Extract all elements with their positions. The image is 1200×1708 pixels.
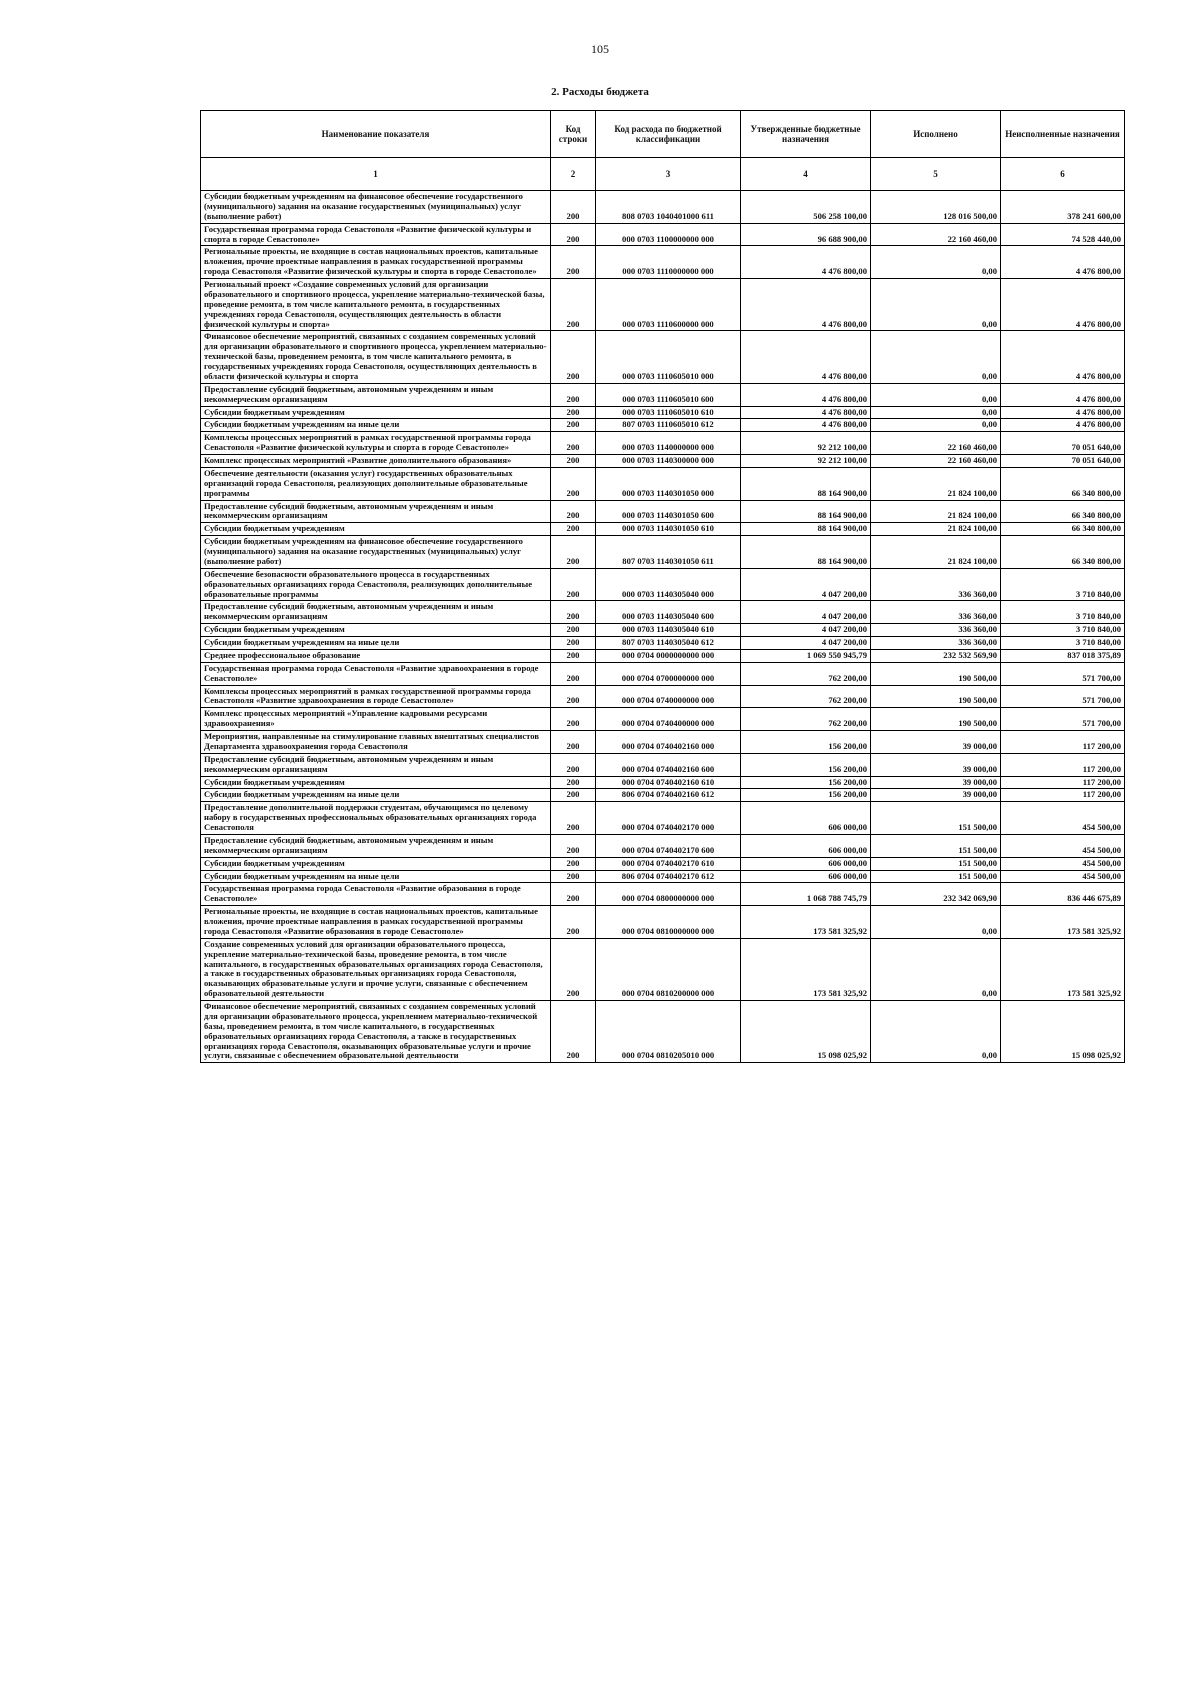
row-name: Субсидии бюджетным учреждениям (201, 406, 551, 419)
row-name: Государственная программа города Севастополя «Развитие здравоохранения в городе Севастополе» (201, 662, 551, 685)
header-approved: Утвержденные бюджетные назначения (741, 111, 871, 158)
row-approved: 156 200,00 (741, 789, 871, 802)
row-approved: 88 164 900,00 (741, 523, 871, 536)
row-unexecuted: 4 476 800,00 (1001, 406, 1125, 419)
row-line-code: 200 (551, 883, 596, 906)
row-name: Субсидии бюджетным учреждениям (201, 776, 551, 789)
row-name: Субсидии бюджетным учреждениям на иные цели (201, 870, 551, 883)
table-body (201, 191, 1125, 1063)
row-executed: 190 500,00 (871, 685, 1001, 708)
page-number: 105 (591, 42, 609, 56)
row-name: Субсидии бюджетным учреждениям на иные цели (201, 637, 551, 650)
row-unexecuted: 173 581 325,92 (1001, 938, 1125, 1000)
row-unexecuted: 66 340 800,00 (1001, 523, 1125, 536)
row-approved: 4 476 800,00 (741, 279, 871, 331)
row-approved: 15 098 025,92 (741, 1001, 871, 1063)
table-title: 2. Расходы бюджета (551, 86, 649, 98)
row-executed: 22 160 460,00 (871, 455, 1001, 468)
row-classification-code: 000 0704 0810205010 000 (596, 1001, 741, 1063)
row-name: Региональный проект «Создание современных условий для организации образовательного и спортивного процесса, укрепление материально-технической базы, проведение ремонта, в том числе капитального ремонта, в государственных учреждениях города Севастополя, осуществляющих деятельность в области физической культуры и спорта» (201, 279, 551, 331)
table-row (201, 834, 1125, 857)
row-name: Обеспечение безопасности образовательного процесса в государственных образовательных организациях города Севастополя, реализующих дополнительные образовательные программы (201, 568, 551, 601)
row-classification-code: 000 0703 1140305040 600 (596, 601, 741, 624)
header-classification-code: Код расхода по бюджетной классификации (596, 111, 741, 158)
table-row (201, 246, 1125, 279)
row-line-code: 200 (551, 568, 596, 601)
row-unexecuted: 571 700,00 (1001, 662, 1125, 685)
row-approved: 4 476 800,00 (741, 383, 871, 406)
row-line-code: 200 (551, 500, 596, 523)
row-line-code: 200 (551, 246, 596, 279)
row-executed: 21 824 100,00 (871, 523, 1001, 536)
row-classification-code: 000 0704 0810000000 000 (596, 906, 741, 939)
row-classification-code: 000 0704 0740402160 600 (596, 753, 741, 776)
row-executed: 0,00 (871, 279, 1001, 331)
row-approved: 4 047 200,00 (741, 601, 871, 624)
row-approved: 4 047 200,00 (741, 568, 871, 601)
row-executed: 39 000,00 (871, 789, 1001, 802)
row-classification-code: 000 0703 1140301050 600 (596, 500, 741, 523)
row-unexecuted: 378 241 600,00 (1001, 191, 1125, 224)
table-row (201, 223, 1125, 246)
row-line-code: 200 (551, 708, 596, 731)
table-row (201, 500, 1125, 523)
row-executed: 151 500,00 (871, 802, 1001, 835)
row-approved: 4 476 800,00 (741, 331, 871, 383)
row-classification-code: 000 0703 1100000000 000 (596, 223, 741, 246)
row-line-code: 200 (551, 601, 596, 624)
row-executed: 22 160 460,00 (871, 432, 1001, 455)
row-name: Региональные проекты, не входящие в состав национальных проектов, капитальные вложения, прочие проектные направления в рамках государственной программы города Севастополя «Развитие образования в городе Севастополе» (201, 906, 551, 939)
row-approved: 762 200,00 (741, 685, 871, 708)
row-executed: 232 532 569,90 (871, 649, 1001, 662)
row-approved: 156 200,00 (741, 731, 871, 754)
table-row (201, 191, 1125, 224)
row-line-code: 200 (551, 753, 596, 776)
row-classification-code: 000 0703 1110605010 610 (596, 406, 741, 419)
row-classification-code: 000 0704 0740000000 000 (596, 685, 741, 708)
row-approved: 606 000,00 (741, 834, 871, 857)
row-line-code: 200 (551, 1001, 596, 1063)
row-classification-code: 808 0703 1040401000 611 (596, 191, 741, 224)
table-row (201, 1001, 1125, 1063)
column-number: 1 (201, 158, 551, 191)
row-approved: 4 047 200,00 (741, 624, 871, 637)
row-line-code: 200 (551, 731, 596, 754)
row-unexecuted: 4 476 800,00 (1001, 383, 1125, 406)
row-classification-code: 000 0703 1140305040 000 (596, 568, 741, 601)
row-approved: 606 000,00 (741, 857, 871, 870)
table-row (201, 406, 1125, 419)
row-classification-code: 807 0703 1140305040 612 (596, 637, 741, 650)
row-line-code: 200 (551, 649, 596, 662)
row-executed: 0,00 (871, 1001, 1001, 1063)
row-executed: 336 360,00 (871, 568, 1001, 601)
row-unexecuted: 117 200,00 (1001, 753, 1125, 776)
table-row (201, 685, 1125, 708)
table-row (201, 455, 1125, 468)
row-classification-code: 000 0704 0740402160 610 (596, 776, 741, 789)
row-classification-code: 000 0703 1140305040 610 (596, 624, 741, 637)
row-approved: 1 068 788 745,79 (741, 883, 871, 906)
row-name: Субсидии бюджетным учреждениям на финансовое обеспечение государственного (муниципального) задания на оказание государственных (муниципальных) услуг (выполнение работ) (201, 536, 551, 569)
row-name: Субсидии бюджетным учреждениям (201, 624, 551, 637)
table-row (201, 857, 1125, 870)
row-approved: 88 164 900,00 (741, 467, 871, 500)
table-row (201, 601, 1125, 624)
row-name: Субсидии бюджетным учреждениям (201, 857, 551, 870)
row-line-code: 200 (551, 223, 596, 246)
row-approved: 88 164 900,00 (741, 500, 871, 523)
row-approved: 4 476 800,00 (741, 406, 871, 419)
row-executed: 0,00 (871, 246, 1001, 279)
row-classification-code: 000 0703 1110605010 600 (596, 383, 741, 406)
row-classification-code: 000 0703 1110605010 000 (596, 331, 741, 383)
row-classification-code: 000 0704 0740402170 600 (596, 834, 741, 857)
row-name: Предоставление субсидий бюджетным, автономным учреждениям и иным некоммерческим организациям (201, 834, 551, 857)
row-name: Субсидии бюджетным учреждениям на иные цели (201, 419, 551, 432)
row-line-code: 200 (551, 624, 596, 637)
budget-expenses-table (200, 110, 1125, 1063)
row-executed: 128 016 500,00 (871, 191, 1001, 224)
row-line-code: 200 (551, 834, 596, 857)
table-row (201, 662, 1125, 685)
row-unexecuted: 454 500,00 (1001, 870, 1125, 883)
row-name: Комплекс процессных мероприятий «Развитие дополнительного образования» (201, 455, 551, 468)
row-executed: 190 500,00 (871, 662, 1001, 685)
row-classification-code: 000 0704 0740402170 610 (596, 857, 741, 870)
row-line-code: 200 (551, 938, 596, 1000)
table-row (201, 432, 1125, 455)
row-executed: 39 000,00 (871, 731, 1001, 754)
row-unexecuted: 70 051 640,00 (1001, 432, 1125, 455)
header-indicator-name: Наименование показателя (201, 111, 551, 158)
column-number: 6 (1001, 158, 1125, 191)
row-name: Обеспечение деятельности (оказания услуг) государственных образовательных организаций города Севастополя, реализующих дополнительные образовательные программы (201, 467, 551, 500)
header-executed: Исполнено (871, 111, 1001, 158)
row-unexecuted: 66 340 800,00 (1001, 500, 1125, 523)
column-number-row (201, 158, 1125, 191)
row-classification-code: 806 0704 0740402170 612 (596, 870, 741, 883)
row-classification-code: 000 0703 1140000000 000 (596, 432, 741, 455)
table-row (201, 523, 1125, 536)
row-unexecuted: 3 710 840,00 (1001, 568, 1125, 601)
row-name: Региональные проекты, не входящие в состав национальных проектов, капитальные вложения, прочие проектные направления в рамках государственной программы города Севастополя «Развитие физической культуры и спорта в городе Севастополе» (201, 246, 551, 279)
row-name: Мероприятия, направленные на стимулирование главных внештатных специалистов Департамента здравоохранения города Севастополя (201, 731, 551, 754)
row-approved: 606 000,00 (741, 870, 871, 883)
row-line-code: 200 (551, 906, 596, 939)
row-unexecuted: 571 700,00 (1001, 685, 1125, 708)
row-executed: 336 360,00 (871, 637, 1001, 650)
row-approved: 96 688 900,00 (741, 223, 871, 246)
row-classification-code: 000 0704 0810200000 000 (596, 938, 741, 1000)
table-row (201, 906, 1125, 939)
row-approved: 762 200,00 (741, 662, 871, 685)
table-row (201, 467, 1125, 500)
row-name: Комплексы процессных мероприятий в рамках государственной программы города Севастополя «Развитие здравоохранения в городе Севастополе» (201, 685, 551, 708)
row-unexecuted: 66 340 800,00 (1001, 467, 1125, 500)
table-row (201, 624, 1125, 637)
row-line-code: 200 (551, 523, 596, 536)
row-unexecuted: 70 051 640,00 (1001, 455, 1125, 468)
row-unexecuted: 117 200,00 (1001, 731, 1125, 754)
row-approved: 4 047 200,00 (741, 637, 871, 650)
row-approved: 88 164 900,00 (741, 536, 871, 569)
row-line-code: 200 (551, 455, 596, 468)
row-line-code: 200 (551, 331, 596, 383)
row-executed: 0,00 (871, 906, 1001, 939)
row-classification-code: 000 0703 1110000000 000 (596, 246, 741, 279)
header-unexecuted: Неисполненные назначения (1001, 111, 1125, 158)
row-executed: 336 360,00 (871, 624, 1001, 637)
row-executed: 151 500,00 (871, 834, 1001, 857)
row-name: Государственная программа города Севастополя «Развитие физической культуры и спорта в городе Севастополе» (201, 223, 551, 246)
row-executed: 21 824 100,00 (871, 500, 1001, 523)
row-approved: 1 069 550 945,79 (741, 649, 871, 662)
row-unexecuted: 3 710 840,00 (1001, 601, 1125, 624)
table-row (201, 789, 1125, 802)
row-line-code: 200 (551, 536, 596, 569)
row-approved: 173 581 325,92 (741, 938, 871, 1000)
row-name: Создание современных условий для организации образовательного процесса, укрепление материально-технической базы, проведение ремонта, в том числе капитального, в государственных образовательных организациях города Севастополя, а также в государственных образовательных организациях города Севастополя, оказывающих образовательные услуги и прочие услуги, связанные с обеспечением образовательной деятельности (201, 938, 551, 1000)
row-executed: 21 824 100,00 (871, 536, 1001, 569)
row-unexecuted: 3 710 840,00 (1001, 624, 1125, 637)
row-unexecuted: 74 528 440,00 (1001, 223, 1125, 246)
table-row (201, 708, 1125, 731)
row-approved: 156 200,00 (741, 753, 871, 776)
table-row (201, 753, 1125, 776)
row-unexecuted: 117 200,00 (1001, 789, 1125, 802)
row-approved: 92 212 100,00 (741, 455, 871, 468)
table-row (201, 870, 1125, 883)
column-number: 4 (741, 158, 871, 191)
table-row (201, 383, 1125, 406)
row-approved: 4 476 800,00 (741, 419, 871, 432)
row-classification-code: 000 0703 1140301050 000 (596, 467, 741, 500)
row-line-code: 200 (551, 662, 596, 685)
row-line-code: 200 (551, 383, 596, 406)
row-name: Предоставление субсидий бюджетным, автономным учреждениям и иным некоммерческим организациям (201, 500, 551, 523)
row-unexecuted: 117 200,00 (1001, 776, 1125, 789)
row-name: Предоставление дополнительной поддержки студентам, обучающимся по целевому набору в государственных профессиональных образовательных организациях города Севастополя (201, 802, 551, 835)
row-unexecuted: 836 446 675,89 (1001, 883, 1125, 906)
row-unexecuted: 837 018 375,89 (1001, 649, 1125, 662)
table-row (201, 279, 1125, 331)
row-classification-code: 807 0703 1140301050 611 (596, 536, 741, 569)
row-classification-code: 000 0704 0700000000 000 (596, 662, 741, 685)
table-row (201, 802, 1125, 835)
row-line-code: 200 (551, 419, 596, 432)
row-classification-code: 000 0704 0800000000 000 (596, 883, 741, 906)
table-row (201, 649, 1125, 662)
row-unexecuted: 454 500,00 (1001, 802, 1125, 835)
row-approved: 606 000,00 (741, 802, 871, 835)
row-name: Комплекс процессных мероприятий «Управление кадровыми ресурсами здравоохранения» (201, 708, 551, 731)
row-unexecuted: 4 476 800,00 (1001, 419, 1125, 432)
row-classification-code: 000 0704 0740400000 000 (596, 708, 741, 731)
row-executed: 0,00 (871, 406, 1001, 419)
row-approved: 156 200,00 (741, 776, 871, 789)
row-executed: 151 500,00 (871, 857, 1001, 870)
row-classification-code: 000 0704 0000000000 000 (596, 649, 741, 662)
row-unexecuted: 4 476 800,00 (1001, 246, 1125, 279)
row-unexecuted: 173 581 325,92 (1001, 906, 1125, 939)
row-line-code: 200 (551, 870, 596, 883)
row-unexecuted: 15 098 025,92 (1001, 1001, 1125, 1063)
row-executed: 190 500,00 (871, 708, 1001, 731)
row-name: Государственная программа города Севастополя «Развитие образования в городе Севастополе» (201, 883, 551, 906)
row-classification-code: 000 0704 0740402160 000 (596, 731, 741, 754)
row-unexecuted: 571 700,00 (1001, 708, 1125, 731)
row-classification-code: 806 0704 0740402160 612 (596, 789, 741, 802)
row-name: Финансовое обеспечение мероприятий, связанных с созданием современных условий для организации образовательного процесса, укреплением материально-технической базы, проведением ремонта, в том числе капитального, в государственных образовательных организациях города Севастополя, а также в государственных организациях города Севастополя, оказывающих образовательные услуги и прочие услуги, связанные с обеспечением образовательной деятельности (201, 1001, 551, 1063)
row-unexecuted: 66 340 800,00 (1001, 536, 1125, 569)
row-approved: 4 476 800,00 (741, 246, 871, 279)
table-row (201, 331, 1125, 383)
row-name: Предоставление субсидий бюджетным, автономным учреждениям и иным некоммерческим организациям (201, 601, 551, 624)
row-executed: 336 360,00 (871, 601, 1001, 624)
table-row (201, 637, 1125, 650)
row-line-code: 200 (551, 685, 596, 708)
row-executed: 151 500,00 (871, 870, 1001, 883)
row-executed: 0,00 (871, 383, 1001, 406)
row-executed: 39 000,00 (871, 753, 1001, 776)
row-classification-code: 000 0704 0740402170 000 (596, 802, 741, 835)
row-line-code: 200 (551, 637, 596, 650)
row-line-code: 200 (551, 432, 596, 455)
row-name: Среднее профессиональное образование (201, 649, 551, 662)
row-line-code: 200 (551, 406, 596, 419)
row-approved: 173 581 325,92 (741, 906, 871, 939)
row-approved: 506 258 100,00 (741, 191, 871, 224)
row-executed: 21 824 100,00 (871, 467, 1001, 500)
table-row (201, 883, 1125, 906)
table-row (201, 419, 1125, 432)
table-row (201, 731, 1125, 754)
row-name: Предоставление субсидий бюджетным, автономным учреждениям и иным некоммерческим организациям (201, 753, 551, 776)
row-unexecuted: 3 710 840,00 (1001, 637, 1125, 650)
row-classification-code: 000 0703 1140301050 610 (596, 523, 741, 536)
table-row (201, 938, 1125, 1000)
row-approved: 762 200,00 (741, 708, 871, 731)
row-approved: 92 212 100,00 (741, 432, 871, 455)
row-unexecuted: 454 500,00 (1001, 834, 1125, 857)
row-name: Субсидии бюджетным учреждениям (201, 523, 551, 536)
row-unexecuted: 454 500,00 (1001, 857, 1125, 870)
column-number: 3 (596, 158, 741, 191)
row-line-code: 200 (551, 857, 596, 870)
row-classification-code: 000 0703 1110600000 000 (596, 279, 741, 331)
row-line-code: 200 (551, 279, 596, 331)
column-number: 2 (551, 158, 596, 191)
row-name: Финансовое обеспечение мероприятий, связанных с созданием современных условий для организации образовательного и спортивного процесса, укреплением материально-технической базы, проведением ремонта, в том числе капитального ремонта, в государственных учреждениях города Севастополя, осуществляющих деятельность в области физической культуры и спорта (201, 331, 551, 383)
row-unexecuted: 4 476 800,00 (1001, 279, 1125, 331)
table-row (201, 568, 1125, 601)
row-executed: 0,00 (871, 331, 1001, 383)
row-executed: 232 342 069,90 (871, 883, 1001, 906)
row-executed: 0,00 (871, 938, 1001, 1000)
column-number: 5 (871, 158, 1001, 191)
table-header-row (201, 111, 1125, 158)
table-row (201, 776, 1125, 789)
row-line-code: 200 (551, 802, 596, 835)
row-name: Субсидии бюджетным учреждениям на финансовое обеспечение государственного (муниципального) задания на оказание государственных (муниципальных) услуг (выполнение работ) (201, 191, 551, 224)
row-line-code: 200 (551, 776, 596, 789)
row-classification-code: 807 0703 1110605010 612 (596, 419, 741, 432)
table-row (201, 536, 1125, 569)
row-name: Комплексы процессных мероприятий в рамках государственной программы города Севастополя «Развитие физической культуры и спорта в городе Севастополе» (201, 432, 551, 455)
row-unexecuted: 4 476 800,00 (1001, 331, 1125, 383)
header-line-code: Код строки (551, 111, 596, 158)
row-name: Субсидии бюджетным учреждениям на иные цели (201, 789, 551, 802)
row-executed: 22 160 460,00 (871, 223, 1001, 246)
row-line-code: 200 (551, 467, 596, 500)
row-line-code: 200 (551, 191, 596, 224)
row-line-code: 200 (551, 789, 596, 802)
row-classification-code: 000 0703 1140300000 000 (596, 455, 741, 468)
row-executed: 0,00 (871, 419, 1001, 432)
row-name: Предоставление субсидий бюджетным, автономным учреждениям и иным некоммерческим организациям (201, 383, 551, 406)
row-executed: 39 000,00 (871, 776, 1001, 789)
